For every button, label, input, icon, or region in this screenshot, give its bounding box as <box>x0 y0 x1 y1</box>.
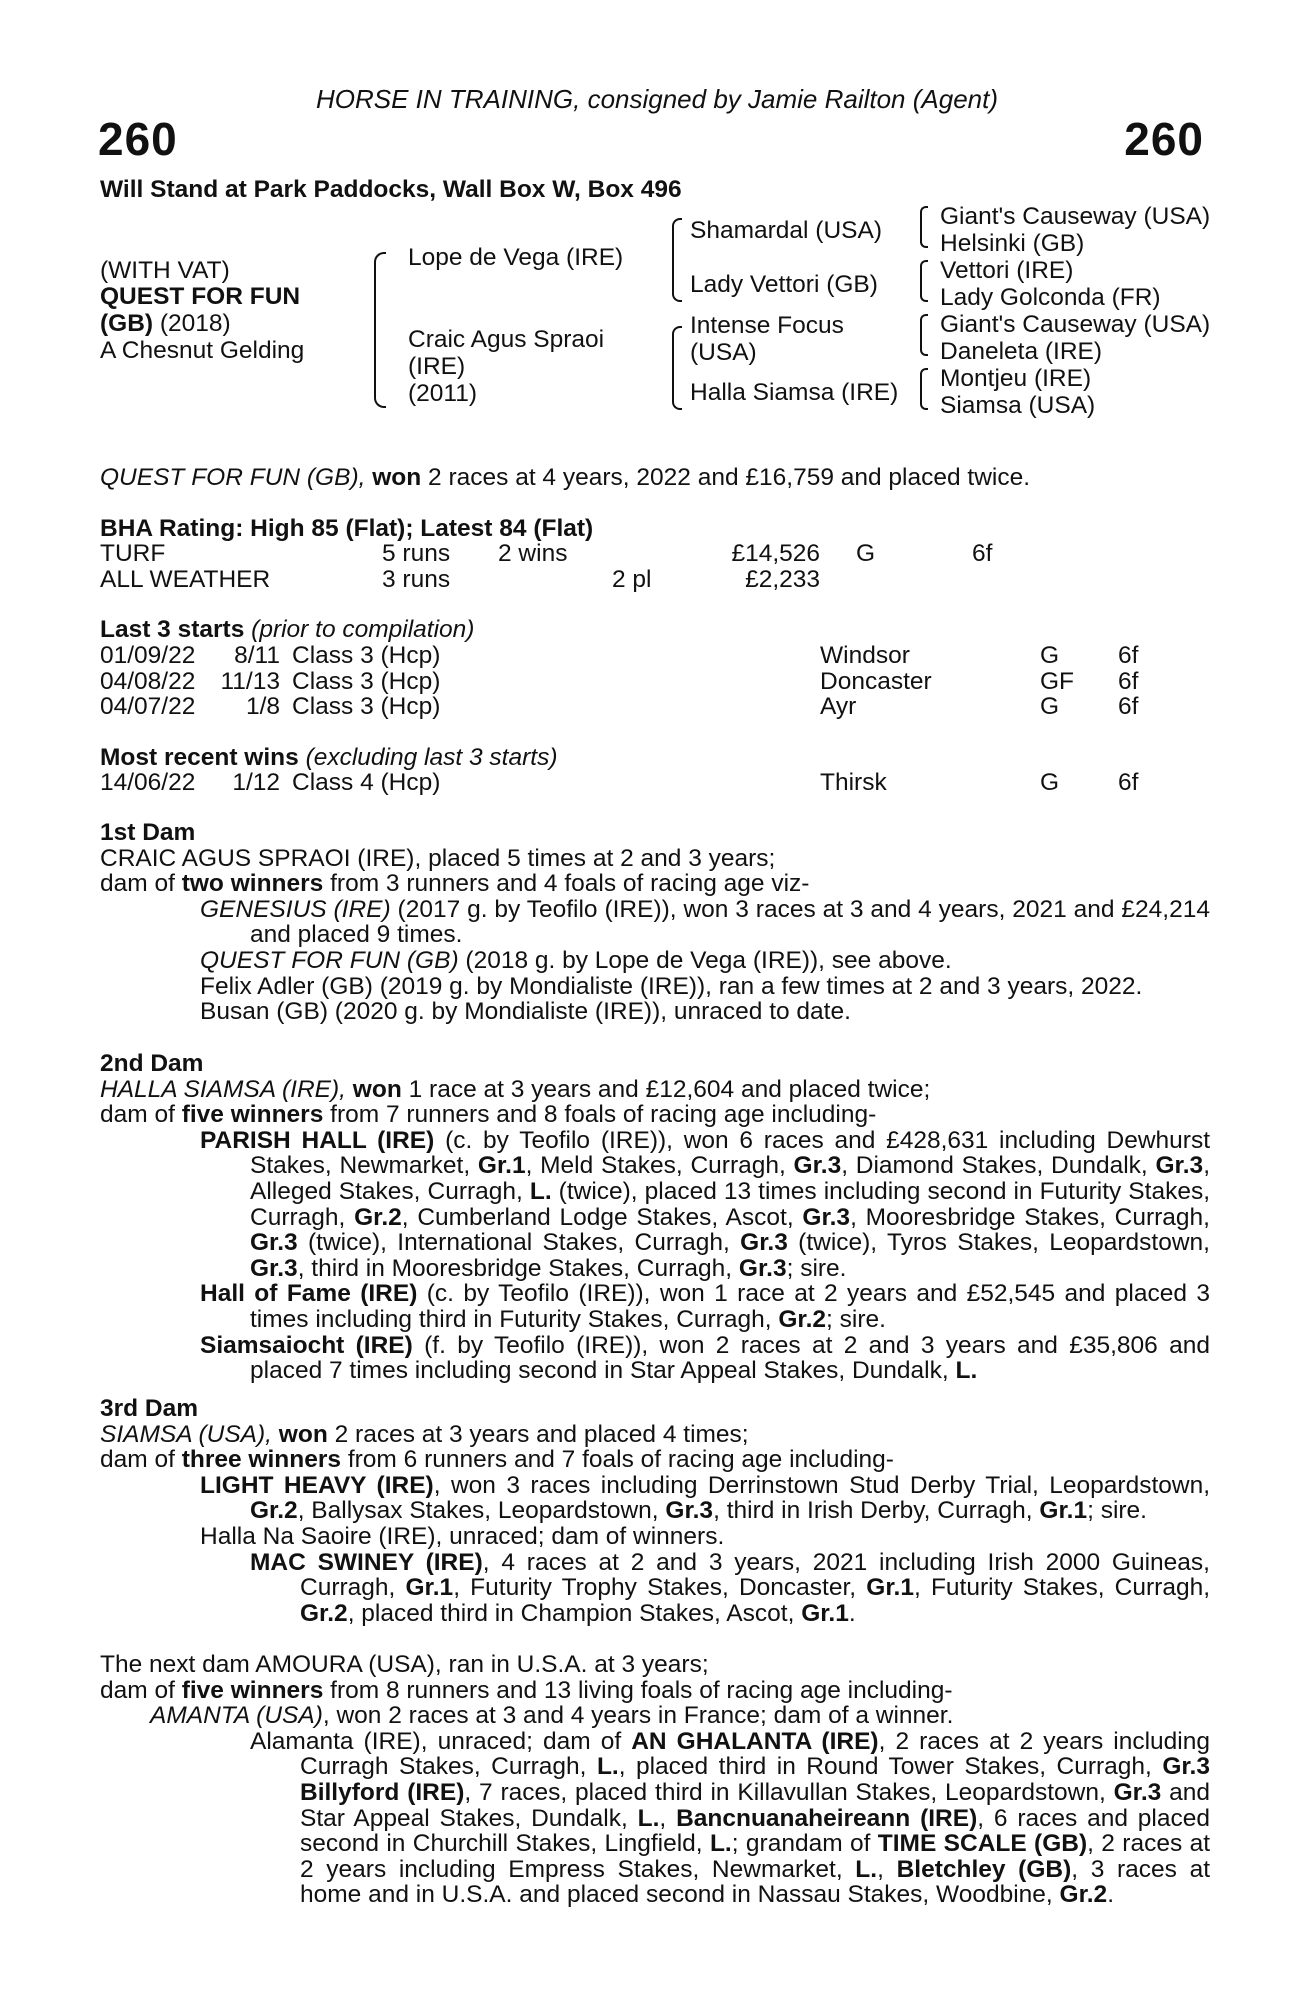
bold-text-run: Gr.3 <box>250 1254 298 1282</box>
table-row: 04/07/22 1/8 Class 3 (Hcp) Ayr G 6f <box>100 693 1139 721</box>
produce-item <box>100 1333 1210 1384</box>
bold-text-run: Gr.2 <box>250 1497 298 1525</box>
bold-text-run: Siamsaiocht (IRE) <box>200 1331 413 1359</box>
pedigree-brace-g1 <box>920 206 928 248</box>
bold-text-run: Gr.1 <box>477 1152 526 1180</box>
pedigree-gen3-6: Daneleta (IRE) <box>940 338 1103 365</box>
text-run: . <box>1107 1881 1115 1909</box>
text-run: , Alleged Stakes, Curragh, <box>250 1152 1210 1205</box>
text-run: (twice), Tyros Stakes, Leopardstown, <box>787 1229 1210 1257</box>
bold-text-run: Billyford (IRE) <box>300 1778 465 1806</box>
pedigree-brace-dam <box>672 326 682 410</box>
pedigree-gen3-3: Vettori (IRE) <box>940 257 1074 284</box>
table-row: 01/09/22 8/11 Class 3 (Hcp) Windsor G 6f <box>100 642 1139 669</box>
race-summary: QUEST FOR FUN (GB), won 2 races at 4 years, 2022 and £16,759 and placed twice. <box>100 464 1031 491</box>
text-run: , Futurity Stakes, Curragh, <box>913 1574 1211 1602</box>
horse-origin-year: (GB) (2018) <box>100 310 231 337</box>
text-run: . <box>848 1599 856 1627</box>
pedigree-brace-g4 <box>920 368 928 410</box>
recent-wins-heading: Most recent wins (excluding last 3 starts) <box>100 744 558 771</box>
section-heading: 1st Dam <box>100 819 196 846</box>
text-run: (f. by Teofilo (IRE)), won 2 races at 2 and 3 years and £35,806 and placed 7 times including second in Star Appeal Stakes, Dundalk, <box>250 1331 1210 1385</box>
pedigree-gen3-5: Giant's Causeway (USA) <box>940 311 1211 338</box>
bold-text-run: L. <box>855 1855 878 1883</box>
text-run: , <box>877 1855 897 1883</box>
produce-item: Busan (GB) (2020 g. by Mondialiste (IRE)), unraced to date. <box>200 998 851 1026</box>
text-run: , Diamond Stakes, Dundalk, <box>841 1152 1156 1180</box>
bold-text-run: Bancnuanaheireann (IRE) <box>676 1804 978 1832</box>
text-run: , 2 races at 2 years including Curragh Stakes, Curragh, <box>300 1727 1210 1781</box>
rating-heading: BHA Rating: High 85 (Flat); Latest 84 (Flat) <box>100 515 594 542</box>
text-run: , placed third in Champion Stakes, Ascot, <box>347 1599 802 1627</box>
pedigree-gen3-7: Montjeu (IRE) <box>940 365 1092 392</box>
pedigree-brace-g2 <box>920 260 928 302</box>
pedigree-brace-sire <box>672 218 682 302</box>
text-run: ; sire. <box>826 1305 886 1333</box>
consignor-header: HORSE IN TRAINING, consigned by Jamie Railton (Agent) <box>315 84 999 114</box>
lot-number-right: 260 <box>1124 113 1204 165</box>
text-run: , third in Mooresbridge Stakes, Curragh, <box>297 1254 739 1282</box>
bold-text-run: Gr.3 <box>665 1497 714 1525</box>
text-run: ; sire. <box>1087 1497 1147 1525</box>
first-dam-section <box>100 820 1210 1025</box>
bold-text-run: MAC SWINEY (IRE) <box>250 1548 483 1576</box>
dam-produce-line: dam of five winners from 7 runners and 8 foals of racing age including- <box>100 1101 877 1129</box>
bold-text-run: Gr.3 <box>740 1229 788 1257</box>
stand-location: Will Stand at Park Paddocks, Wall Box W, Box 496 <box>100 176 682 203</box>
produce-item: GENESIUS (IRE) (2017 g. by Teofilo (IRE)), won 3 races at 3 and 4 years, 2021 and £24,214 and placed 9 times. <box>200 895 1210 949</box>
pedigree-dam-line3: (2011) <box>408 380 478 407</box>
pedigree-gen3-4: Lady Golconda (FR) <box>940 284 1161 311</box>
produce-item <box>100 1473 1210 1524</box>
bold-text-run: L. <box>529 1177 552 1205</box>
last-starts-heading: Last 3 starts (prior to compilation) <box>100 616 475 643</box>
dam-line: The next dam AMOURA (USA), ran in U.S.A. at 3 years; <box>100 1651 709 1678</box>
pedigree-gen3-2: Helsinki (GB) <box>940 230 1085 257</box>
bold-text-run: Gr.3 <box>802 1203 851 1231</box>
bold-text-run: L. <box>955 1357 978 1385</box>
text-run: , 2 races at 2 years including Empress Stakes, Newmarket, <box>300 1830 1210 1883</box>
bold-text-run: Gr.3 <box>1113 1778 1162 1806</box>
text-run: , 7 races, placed third in Killavullan Stakes, Leopardstown, <box>464 1778 1114 1806</box>
text-run: , placed third in Round Tower Stakes, Curragh, <box>618 1753 1163 1781</box>
pedigree-gen3-8: Siamsa (USA) <box>940 392 1096 419</box>
vat-note: (WITH VAT) <box>100 257 230 284</box>
text-run: , Mooresbridge Stakes, Curragh, <box>850 1203 1210 1231</box>
produce-item: AMANTA (USA), won 2 races at 3 and 4 years in France; dam of a winner. <box>150 1702 954 1730</box>
pedigree-dam-line2: (IRE) <box>408 353 466 380</box>
text-run: , third in Irish Derby, Curragh, <box>713 1497 1040 1525</box>
third-dam-section <box>100 1396 1210 1626</box>
produce-item: Halla Na Saoire (IRE), unraced; dam of winners. <box>200 1522 725 1550</box>
dam-line: SIAMSA (USA), won 2 races at 3 years and placed 4 times; <box>100 1420 749 1448</box>
rating-row: ALL WEATHER 3 runs 2 pl £2,233 <box>100 565 820 593</box>
pedigree-sire: Lope de Vega (IRE) <box>408 244 624 271</box>
pedigree-sire-dam: Lady Vettori (GB) <box>690 271 878 298</box>
rating-table <box>100 541 1100 593</box>
text-run: , Meld Stakes, Curragh, <box>525 1152 794 1180</box>
text-run: (c. by Teofilo (IRE)), won 1 race at 2 years and £52,545 and placed 3 times including third in Futurity Stakes, Curragh, <box>250 1280 1210 1333</box>
bold-text-run: PARISH HALL (IRE) <box>200 1126 435 1154</box>
bold-text-run: Gr.2 <box>354 1203 402 1231</box>
pedigree-gen3-1: Giant's Causeway (USA) <box>940 203 1211 230</box>
next-dam-section <box>100 1652 1210 1908</box>
text-run: , Futurity Trophy Stakes, Doncaster, <box>453 1574 867 1602</box>
bold-text-run: Hall of Fame (IRE) <box>200 1280 418 1308</box>
produce-item <box>100 1550 1210 1627</box>
horse-description: A Chesnut Gelding <box>100 337 305 364</box>
bold-text-run: L. <box>596 1753 619 1781</box>
dam-line: CRAIC AGUS SPRAOI (IRE), placed 5 times at 2 and 3 years; <box>100 844 776 872</box>
lot-number-left: 260 <box>98 113 178 165</box>
dam-line: HALLA SIAMSA (IRE), won 1 race at 3 years and £12,604 and placed twice; <box>100 1075 931 1103</box>
bold-text-run: Gr.2 <box>778 1305 827 1333</box>
pedigree-brace-main <box>374 252 386 408</box>
produce-item: QUEST FOR FUN (GB) (2018 g. by Lope de Vega (IRE)), see above. <box>200 946 952 974</box>
text-run: ; sire. <box>786 1254 847 1282</box>
text-run: (twice), placed 13 times including second in Futurity Stakes, Curragh, <box>250 1177 1211 1231</box>
bold-text-run: Gr.2 <box>1059 1881 1108 1909</box>
text-run: ; grandam of <box>731 1830 878 1858</box>
bold-text-run: Gr.3 <box>738 1254 787 1282</box>
pedigree-dam-line1: Craic Agus Spraoi <box>408 326 605 353</box>
bold-text-run: Gr.1 <box>801 1599 849 1627</box>
dam-produce-line: dam of three winners from 6 runners and 7 foals of racing age including- <box>100 1446 894 1474</box>
bold-text-run: Gr.3 <box>1155 1152 1204 1180</box>
text-run: , 4 races at 2 and 3 years, 2021 including Irish 2000 Guineas, Curragh, <box>300 1548 1210 1602</box>
produce-item <box>100 1128 1210 1282</box>
bold-text-run: Gr.1 <box>1039 1497 1088 1525</box>
bold-text-run: AN GHALANTA (IRE) <box>631 1727 879 1755</box>
recent-wins-table <box>100 770 1150 796</box>
text-run: , Cumberland Lodge Stakes, Ascot, <box>401 1203 803 1231</box>
pedigree-sire-sire: Shamardal (USA) <box>690 217 882 244</box>
bold-text-run: Gr.2 <box>300 1599 348 1627</box>
produce-item: Felix Adler (GB) (2019 g. by Mondialiste (IRE)), ran a few times at 2 and 3 years, 2022. <box>200 972 1143 1000</box>
second-dam-section <box>100 1051 1210 1384</box>
dam-produce-line: dam of five winners from 8 runners and 13 living foals of racing age including- <box>100 1676 953 1704</box>
text-run: , <box>659 1804 677 1832</box>
bold-text-run: L. <box>709 1830 732 1858</box>
pedigree-dam-sire-line2: (USA) <box>690 339 757 366</box>
text-run: Alamanta (IRE), unraced; dam of <box>250 1727 632 1755</box>
bold-text-run: L. <box>637 1804 660 1832</box>
text-run: (twice), International Stakes, Curragh, <box>297 1229 741 1257</box>
last-starts-table <box>100 643 1150 723</box>
horse-name: QUEST FOR FUN <box>100 283 301 310</box>
table-row: 14/06/22 1/12 Class 4 (Hcp) Thirsk G 6f <box>100 769 1139 796</box>
text-run: , 3 races at home and in U.S.A. and placed second in Nassau Stakes, Woodbine, <box>300 1855 1211 1909</box>
text-run: , 6 races and placed second in Churchill Stakes, Lingfield, <box>300 1804 1210 1858</box>
rating-row: TURF 5 runs 2 wins £14,526 G 6f <box>100 540 993 567</box>
bold-text-run: TIME SCALE (GB) <box>877 1830 1088 1858</box>
bold-text-run: Bletchley (GB) <box>896 1855 1072 1883</box>
bold-text-run: Gr.3 <box>793 1152 842 1180</box>
table-row: 04/08/22 11/13 Class 3 (Hcp) Doncaster GF 6f <box>100 667 1139 695</box>
dam-produce-line: dam of two winners from 3 runners and 4 foals of racing age viz- <box>100 870 810 898</box>
pedigree-dam-dam: Halla Siamsa (IRE) <box>690 379 899 406</box>
bold-text-run: Gr.1 <box>866 1574 914 1602</box>
text-run: (c. by Teofilo (IRE)), won 6 races and £428,631 including Dewhurst Stakes, Newmarket, <box>250 1126 1210 1180</box>
pedigree-brace-g3 <box>920 314 928 356</box>
bold-text-run: LIGHT HEAVY (IRE) <box>200 1471 434 1499</box>
text-run: and Star Appeal Stakes, Dundalk, <box>300 1778 1210 1832</box>
pedigree-dam-sire-line1: Intense Focus <box>690 312 844 339</box>
bold-text-run: Gr.1 <box>405 1574 454 1602</box>
text-run: , won 3 races including Derrinstown Stud Derby Trial, Leopardstown, <box>433 1471 1210 1499</box>
bold-text-run: Gr.3 <box>250 1229 298 1257</box>
produce-item <box>100 1281 1210 1332</box>
section-heading: 3rd Dam <box>100 1395 199 1422</box>
produce-item <box>100 1729 1210 1908</box>
section-heading: 2nd Dam <box>100 1050 204 1077</box>
bold-text-run: Gr.3 <box>1162 1753 1210 1781</box>
text-run: , Ballysax Stakes, Leopardstown, <box>297 1497 666 1525</box>
